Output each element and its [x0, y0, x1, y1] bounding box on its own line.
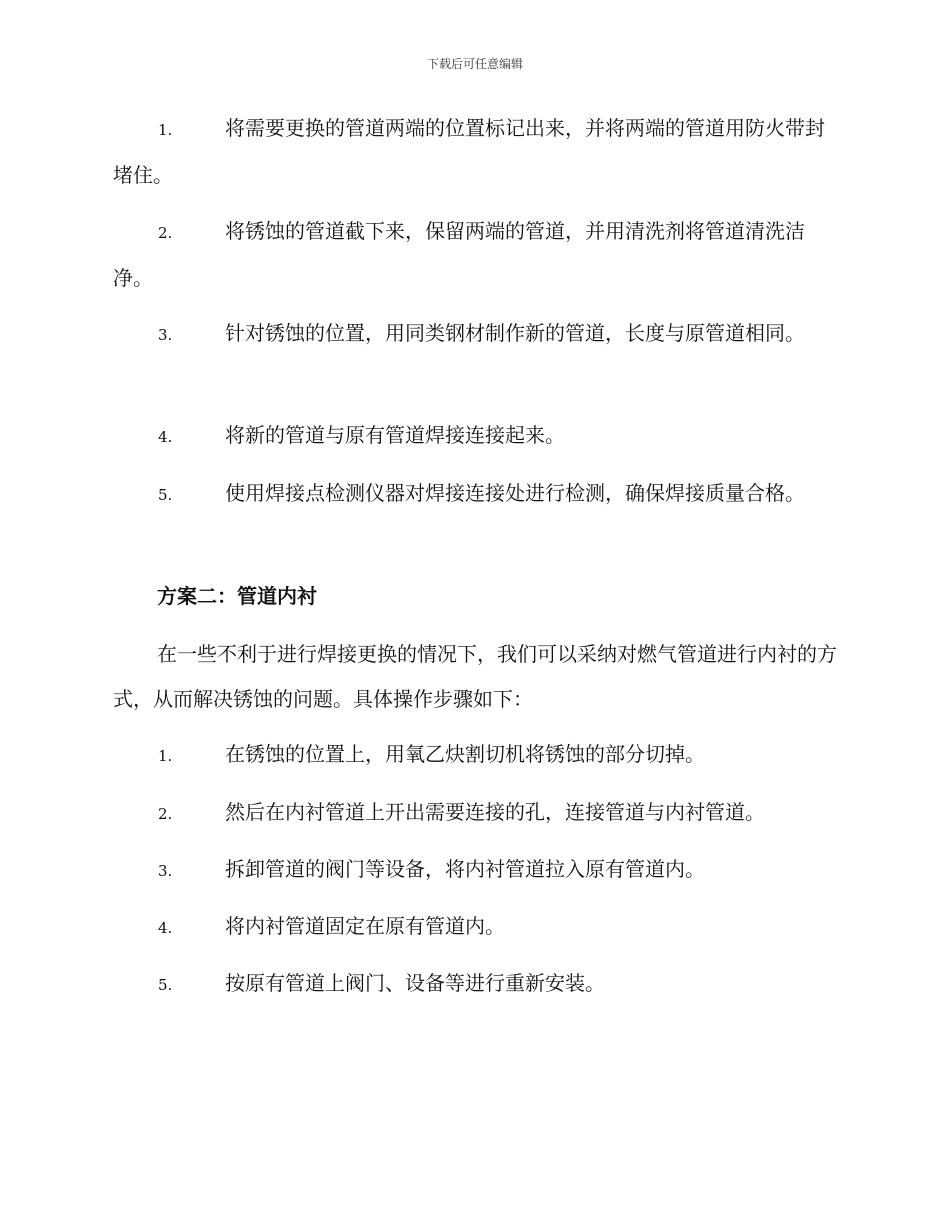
list-item-text: 按原有管道上阀门、设备等进行重新安装。 [225, 971, 605, 995]
list-item-number: 4. [158, 919, 173, 937]
list-item-text: 将新的管道与原有管道焊接连接起来。 [225, 423, 565, 447]
list-item [113, 790, 843, 837]
list-item-number: 1. [158, 121, 173, 139]
list-item-number: 3. [158, 326, 173, 344]
list-item-text: 将需要更换的管道两端的位置标记出来，并将两端的管道用防火带封堵住。 [113, 116, 825, 187]
list-item-number: 4. [158, 428, 173, 446]
list-item-number: 5. [158, 486, 173, 504]
list-item [113, 847, 843, 894]
list-item-text: 针对锈蚀的位置，用同类钢材制作新的管道，长度与原管道相同。 [225, 321, 805, 345]
list-item [113, 471, 843, 518]
list-item-number: 3. [158, 862, 173, 880]
list-item [113, 904, 843, 951]
list-item [113, 209, 843, 301]
list-item-number: 5. [158, 976, 173, 994]
list-item-text: 使用焊接点检测仪器对焊接连接处进行检测，确保焊接质量合格。 [225, 481, 805, 505]
section-heading: 方案二：管道内衬 [157, 584, 317, 608]
list-item-text: 然后在内衬管道上开出需要连接的孔，连接管道与内衬管道。 [225, 800, 765, 824]
list-item [113, 413, 843, 460]
header-note: 下载后可任意编辑 [426, 57, 523, 71]
list-item-number: 2. [158, 224, 173, 242]
list-item [113, 732, 843, 779]
list-item-text: 将内衬管道固定在原有管道内。 [225, 914, 505, 938]
list-item [113, 311, 843, 358]
intro-paragraph: 在一些不利于进行焊接更换的情况下，我们可以采纳对燃气管道进行内衬的方式，从而解决锈蚀的问题。具体操作步骤如下： [113, 642, 837, 711]
list-item-number: 2. [158, 805, 173, 823]
list-item-text: 拆卸管道的阀门等设备，将内衬管道拉入原有管道内。 [225, 857, 705, 881]
list-item-number: 1. [158, 747, 173, 765]
list-item-text: 在锈蚀的位置上，用氧乙炔割切机将锈蚀的部分切掉。 [225, 742, 705, 766]
list-item [113, 961, 843, 1008]
list-item-text: 将锈蚀的管道截下来，保留两端的管道，并用清洗剂将管道清洗洁净。 [113, 219, 805, 290]
list-item [113, 106, 843, 198]
